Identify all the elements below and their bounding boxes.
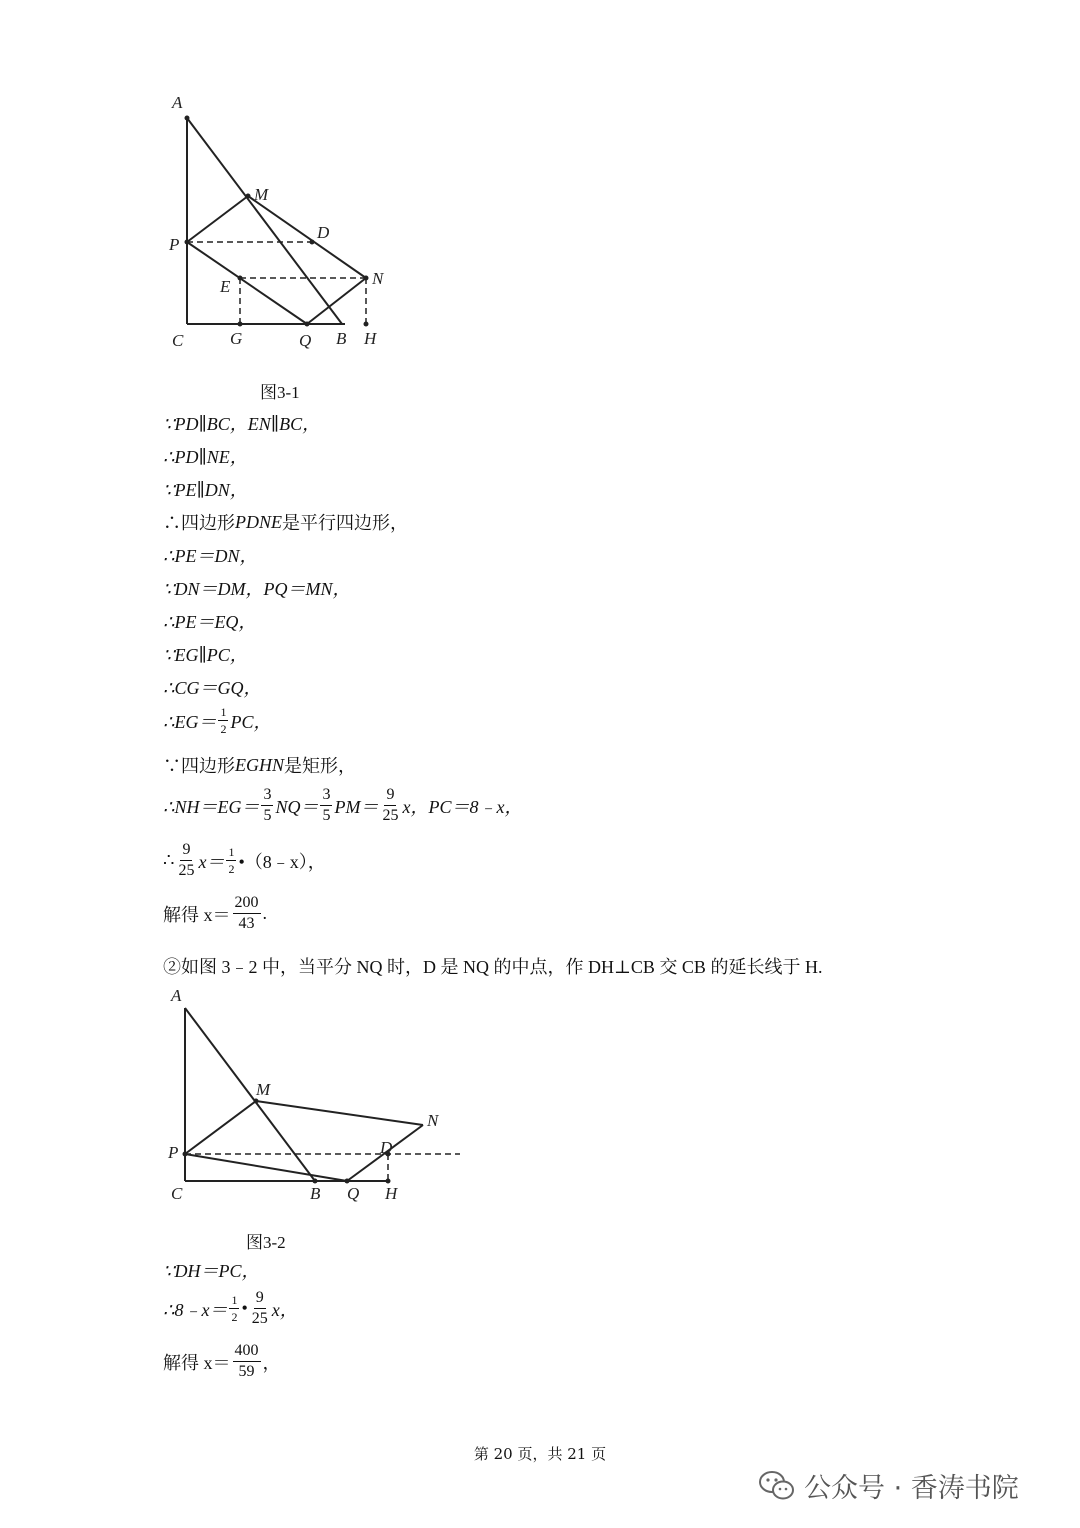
fraction-half: $\frac{1}{2}$ — [231, 1293, 238, 1324]
label-Q: Q — [347, 1184, 360, 1203]
label-H: H — [364, 329, 377, 348]
fraction-nine-25: $\frac{9}{25}$ — [251, 1289, 268, 1327]
label-M: M — [254, 185, 269, 204]
proof-line: ∴CG＝GQ， — [163, 678, 262, 698]
label-B: B — [336, 329, 347, 348]
fraction-nine-25: $\frac{9}{25}$ — [382, 786, 399, 824]
proof-line: ∴EG＝ $\frac{1}{2}$ PC， — [163, 705, 272, 736]
label-M: M — [256, 1080, 271, 1099]
proof-line: 解得 x＝ $\frac{200}{43}$ . — [163, 894, 267, 932]
label-A: A — [172, 93, 183, 112]
watermark-text: 公众号 · 香涛书院 — [804, 1473, 1019, 1504]
fraction-three-fifths: $\frac{3}{5}$ — [263, 786, 272, 824]
label-B: B — [310, 1184, 321, 1203]
label-P: P — [168, 1143, 179, 1162]
proof-line: ∵DN＝DM，PQ＝MN， — [163, 579, 351, 599]
proof-line: ∵四边形 EGHN 是矩形， — [163, 754, 356, 776]
figure-3-2 — [160, 983, 480, 1213]
proof-line: ∵EG∥PC， — [163, 645, 248, 665]
proof-line: 解得 x＝ $\frac{400}{59}$ ， — [163, 1342, 281, 1380]
figure-3-2-caption: 图3-2 — [246, 1233, 286, 1252]
figure-3-1 — [160, 88, 400, 358]
fraction-result-2: $\frac{400}{59}$ — [234, 1342, 259, 1380]
proof-line: ∴PD∥NE， — [163, 447, 248, 467]
label-Q: Q — [299, 331, 312, 350]
label-G: G — [230, 329, 243, 348]
proof-line: ∴8﹣x＝ $\frac{1}{2}$ • $\frac{9}{25}$ x， — [163, 1289, 298, 1327]
proof-line: ∵PE∥DN， — [163, 480, 248, 500]
figure-3-1-caption: 图3-1 — [260, 383, 300, 402]
label-C: C — [172, 331, 184, 350]
label-A: A — [171, 986, 182, 1005]
part2-intro: ②如图 3﹣2 中，当平分 NQ 时，D 是 NQ 的中点，作 DH⊥CB 交 CB 的延长线于 H. — [163, 957, 823, 977]
proof-line: ∴PE＝EQ， — [163, 612, 257, 632]
proof-line: ∵PD∥BC，EN∥BC， — [163, 414, 321, 434]
proof-line: ∴PE＝DN， — [163, 546, 258, 566]
proof-line: ∵DH＝PC， — [163, 1261, 260, 1281]
label-N: N — [372, 269, 384, 288]
label-H: H — [385, 1184, 398, 1203]
label-C: C — [171, 1184, 183, 1203]
label-N: N — [427, 1111, 439, 1130]
proof-line: ∴四边形 PDNE 是平行四边形， — [163, 511, 408, 533]
label-D: D — [317, 223, 330, 242]
label-E: E — [220, 277, 231, 296]
label-D: D — [380, 1138, 393, 1157]
proof-line: ∴NH＝EG＝ $\frac{3}{5}$ NQ＝ $\frac{3}{5}$ PM＝ $\frac{9}{25}$ x，PC＝8﹣x， — [163, 786, 523, 824]
page-footer: 第 20 页，共 21 页 — [473, 1445, 607, 1463]
fraction-half: $\frac{1}{2}$ — [220, 705, 227, 736]
fraction-three-fifths: $\frac{3}{5}$ — [322, 786, 331, 824]
label-P: P — [169, 235, 180, 254]
proof-line: ∴ $\frac{9}{25}$ x＝ $\frac{1}{2}$ •（8﹣x）， — [163, 841, 326, 879]
fraction-half: $\frac{1}{2}$ — [228, 845, 235, 876]
fraction-nine-25: $\frac{9}{25}$ — [178, 841, 195, 879]
wechat-icon — [758, 1470, 796, 1502]
watermark — [758, 1466, 1019, 1505]
fraction-result-1: $\frac{200}{43}$ — [234, 894, 259, 932]
